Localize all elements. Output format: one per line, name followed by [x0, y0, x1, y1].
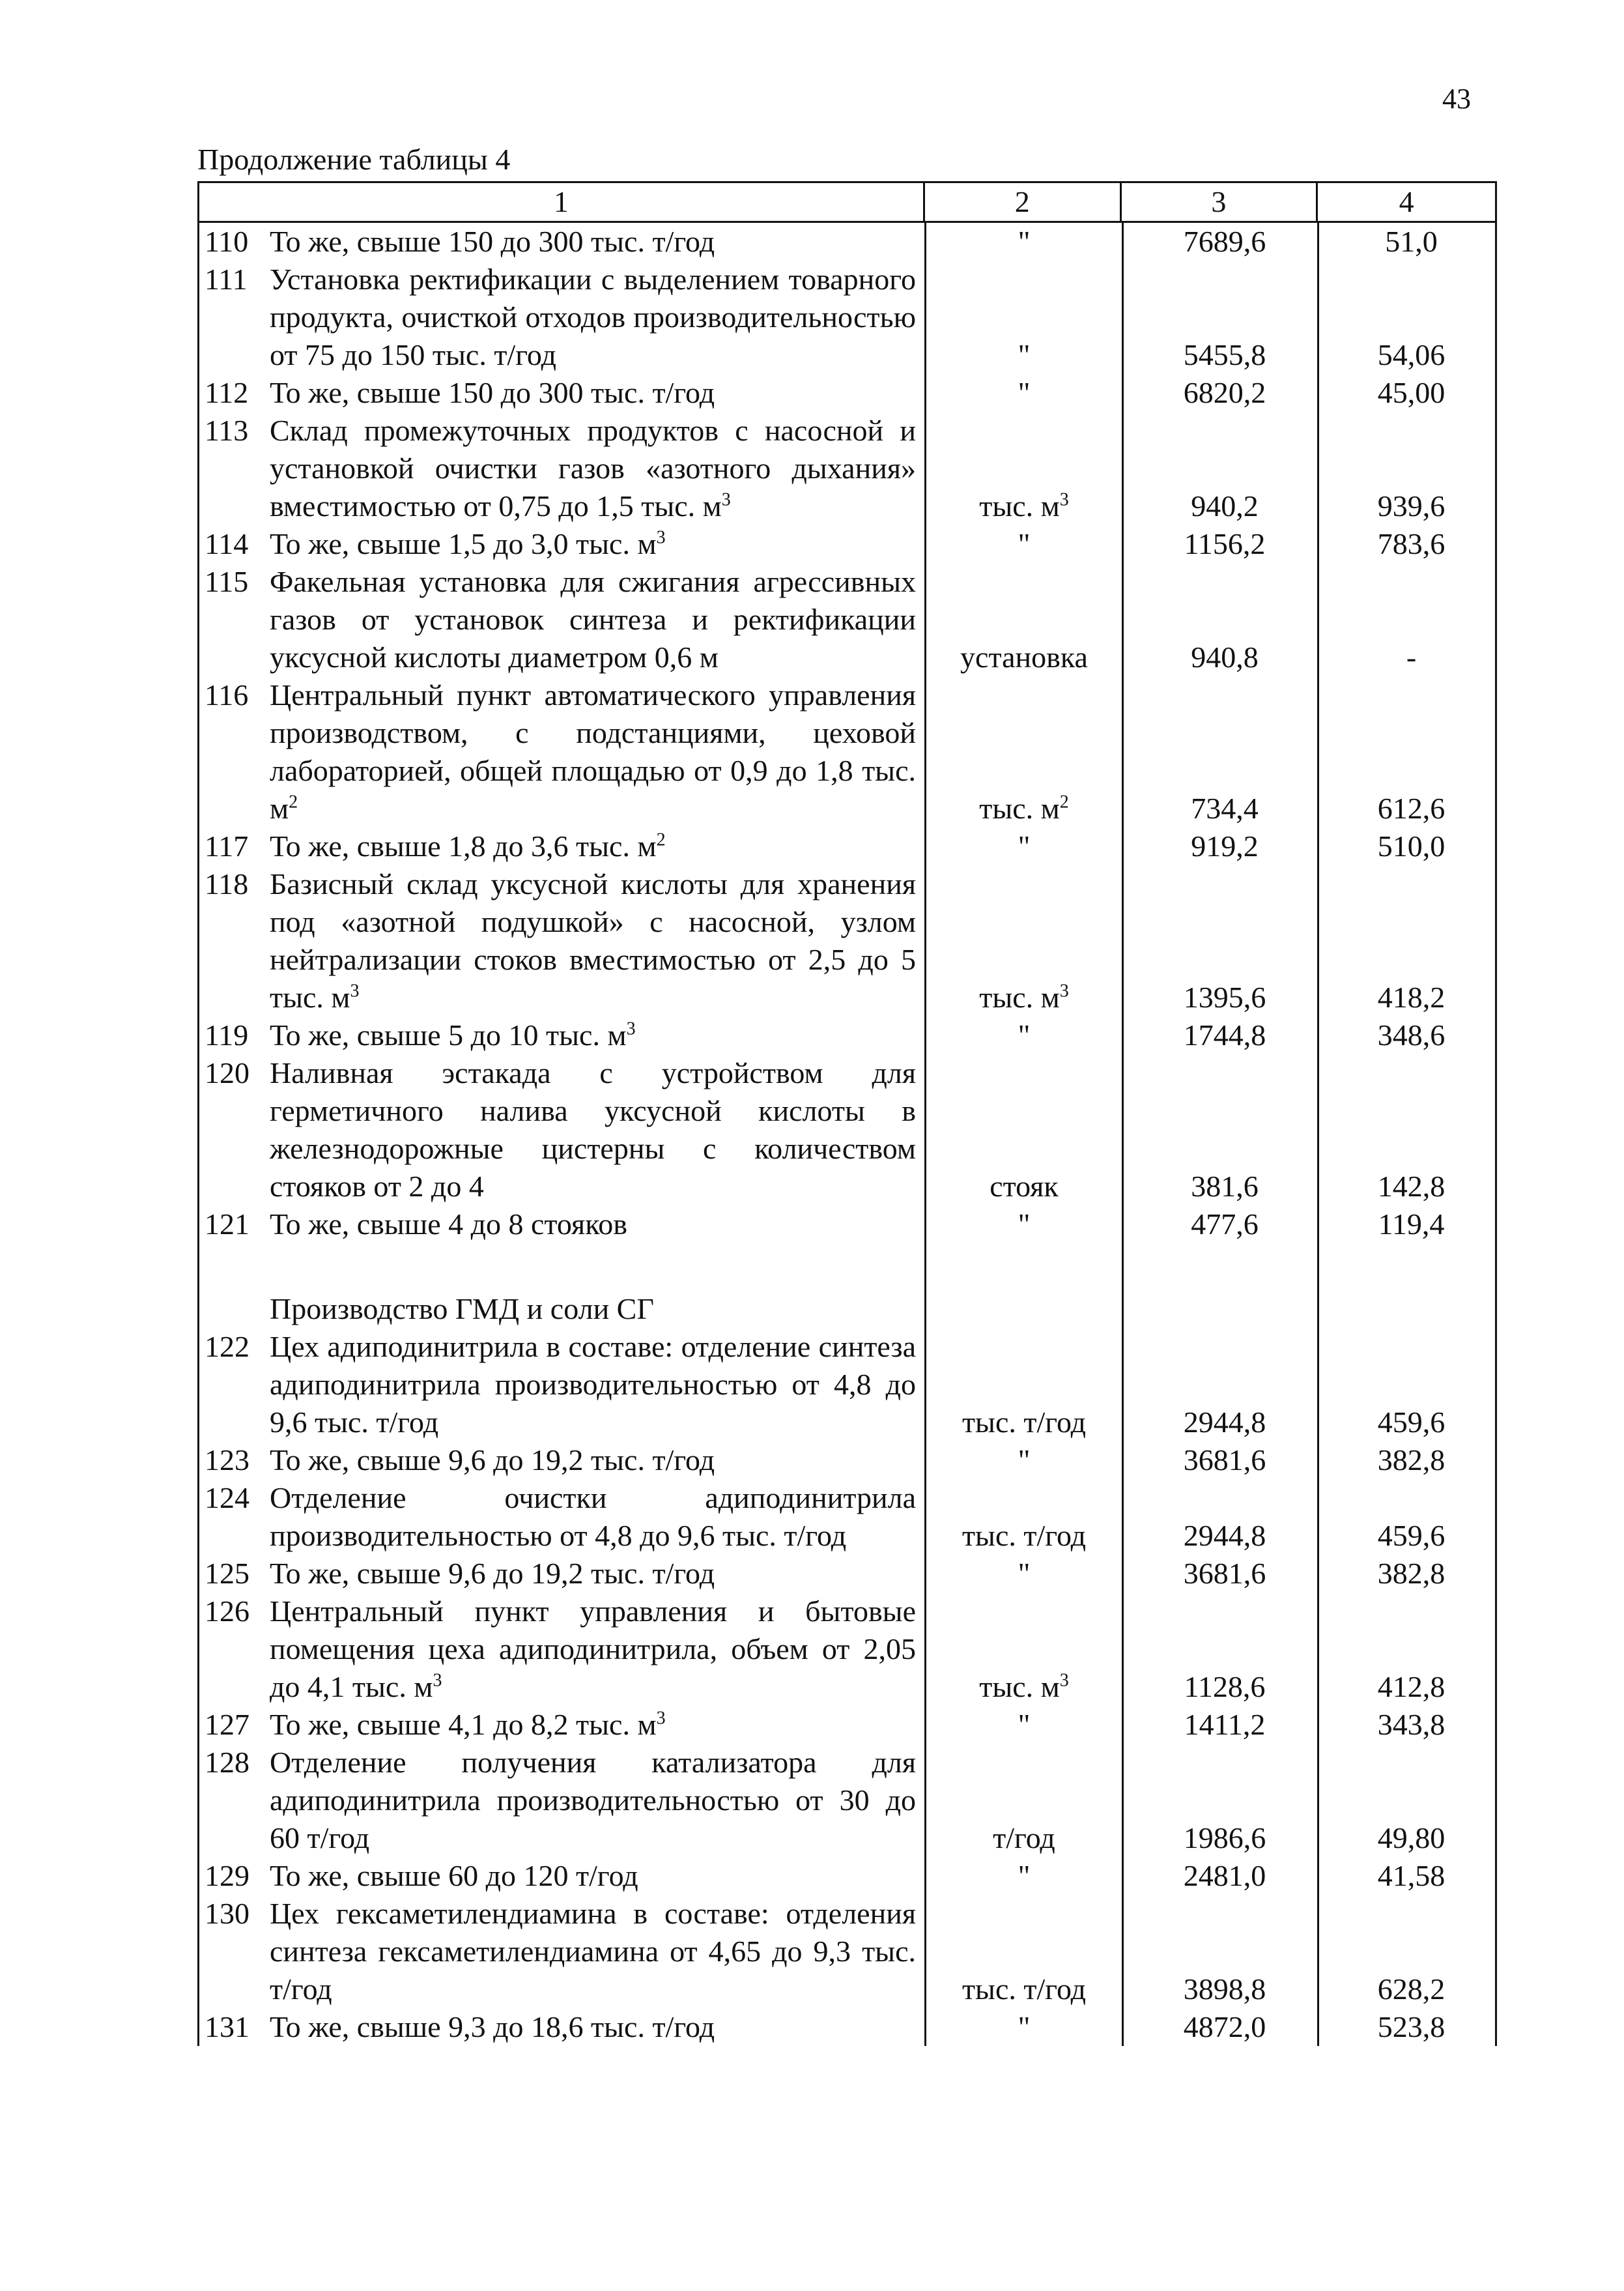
row-number: 114: [205, 527, 249, 560]
row-number: 126: [205, 1594, 249, 1628]
table-row: [199, 1592, 1495, 1706]
row-value-3: 1128,6: [1184, 1670, 1266, 1703]
row-number: 123: [205, 1443, 249, 1477]
table-caption: Продолжение таблицы 4: [197, 143, 511, 176]
row-value-4: 459,6: [1377, 1405, 1446, 1439]
row-value-3: 1156,2: [1184, 527, 1266, 560]
table-row: [199, 1479, 1495, 1555]
row-unit: ": [1018, 338, 1031, 371]
row-value-4: 612,6: [1377, 792, 1446, 825]
row-value-4: 49,80: [1377, 1821, 1446, 1854]
row-unit: тыс. $м^2$: [979, 792, 1069, 825]
row-value-4: 510,0: [1377, 829, 1446, 863]
table-row: [199, 865, 1495, 1016]
row-value-4: 939,6: [1377, 489, 1446, 523]
row-name: Отделение очистки адиподинитрила производительностью от 4,8 до 9,6 тыс. т/год: [270, 1481, 916, 1552]
row-number: 127: [205, 1708, 249, 1741]
table-row: [199, 1857, 1495, 1895]
row-name: Факельная установка для сжигания агрессивных газов от установок синтеза и ректификации уксусной кислоты диаметром 0,6 м: [270, 565, 916, 674]
row-name: То же, свыше 1,5 до 3,0 тыс. $м^3$: [270, 527, 666, 560]
row-number: 117: [205, 829, 249, 863]
row-name: Установка ректификации с выделением товарного продукта, очисткой отходов производительностью от 75 до 150 тыс. т/год: [270, 263, 916, 371]
table-row: [199, 1744, 1495, 1857]
row-name: То же, свыше 9,3 до 18,6 тыс. т/год: [270, 2010, 715, 2043]
row-value-3: 1395,6: [1183, 981, 1266, 1014]
row-value-3: 381,6: [1191, 1170, 1259, 1203]
row-value-4: 142,8: [1377, 1170, 1446, 1203]
row-number: 113: [205, 414, 249, 447]
row-number: 118: [205, 867, 249, 901]
table-row: [199, 374, 1495, 412]
column-divider: [924, 223, 926, 2046]
table-row: [199, 412, 1495, 525]
column-header-3: 3: [1120, 183, 1317, 221]
row-value-3: 477,6: [1191, 1207, 1259, 1241]
row-number: 129: [205, 1859, 249, 1892]
row-value-4: 628,2: [1377, 1972, 1446, 2006]
row-value-4: 348,6: [1377, 1018, 1446, 1052]
row-value-4: 412,8: [1377, 1670, 1446, 1703]
row-unit: ": [1018, 527, 1031, 560]
table-row: [199, 1441, 1495, 1479]
row-unit: тыс. т/год: [962, 1519, 1087, 1552]
row-name: Цех адиподинитрила в составе: отделение синтеза адиподинитрила производительностью от 4,8 до 9,6 тыс. т/год: [270, 1330, 916, 1439]
table-body: [199, 223, 1495, 2046]
row-unit: стояк: [990, 1170, 1059, 1203]
row-value-4: 523,8: [1377, 2010, 1446, 2043]
table-row: [199, 1243, 1495, 1290]
column-divider: [1317, 223, 1319, 2046]
column-header-4: 4: [1316, 183, 1495, 221]
row-number: 119: [205, 1018, 249, 1052]
row-number: 112: [205, 376, 249, 409]
row-name: То же, свыше 150 до 300 тыс. т/год: [270, 376, 715, 409]
row-number: 130: [205, 1897, 249, 1930]
table-row: [199, 525, 1495, 563]
row-unit: ": [1018, 376, 1031, 409]
row-value-4: 119,4: [1378, 1207, 1445, 1241]
row-value-4: 54,06: [1377, 338, 1446, 371]
row-name: То же, свыше 60 до 120 т/год: [270, 1859, 638, 1892]
row-value-3: 2944,8: [1183, 1519, 1266, 1552]
table-row: [199, 676, 1495, 828]
row-unit: ": [1018, 1443, 1031, 1477]
column-header-1: 1: [553, 185, 569, 218]
row-value-4: -: [1406, 641, 1417, 674]
table-row: [199, 1706, 1495, 1744]
row-value-4: 783,6: [1377, 527, 1446, 560]
row-name: Производство ГМД и соли СГ: [270, 1292, 654, 1325]
row-value-3: 3681,6: [1183, 1443, 1266, 1477]
row-value-4: 41,58: [1377, 1859, 1446, 1892]
row-name: Отделение получения катализатора для адиподинитрила производительностью от 30 до 60 т/год: [270, 1746, 916, 1854]
row-number: 124: [205, 1481, 249, 1514]
row-value-3: 1986,6: [1183, 1821, 1266, 1854]
row-number: 128: [205, 1746, 249, 1779]
row-unit: ": [1018, 1207, 1031, 1241]
row-value-3: 7689,6: [1183, 225, 1266, 258]
row-value-3: 4872,0: [1183, 2010, 1266, 2043]
row-value-3: 3681,6: [1183, 1557, 1266, 1590]
row-value-3: 734,4: [1191, 792, 1259, 825]
row-value-4: 382,8: [1377, 1443, 1446, 1477]
row-number: 116: [205, 678, 249, 712]
row-name: То же, свыше 5 до 10 тыс. $м^3$: [270, 1018, 636, 1052]
row-unit: ": [1018, 1018, 1031, 1052]
row-value-3: 940,8: [1191, 641, 1259, 674]
row-number: 125: [205, 1557, 249, 1590]
row-unit: тыс. $м^3$: [979, 981, 1069, 1014]
row-name: То же, свыше 4 до 8 стояков: [270, 1207, 627, 1241]
row-value-3: 6820,2: [1183, 376, 1266, 409]
row-number: 111: [205, 263, 248, 296]
row-value-4: 51,0: [1385, 225, 1438, 258]
row-number: 115: [205, 565, 249, 598]
column-divider: [1122, 223, 1124, 2046]
row-unit: ": [1018, 829, 1031, 863]
row-number: 120: [205, 1056, 249, 1089]
table-row: [199, 563, 1495, 676]
row-unit: ": [1018, 225, 1031, 258]
row-value-4: 459,6: [1377, 1519, 1446, 1552]
row-value-3: 2944,8: [1183, 1405, 1266, 1439]
row-value-4: 45,00: [1377, 376, 1446, 409]
row-unit: тыс. т/год: [962, 1405, 1087, 1439]
row-value-3: 1411,2: [1184, 1708, 1266, 1741]
table-row: [199, 2008, 1495, 2046]
table-row: [199, 828, 1495, 865]
row-value-4: 418,2: [1377, 981, 1446, 1014]
row-number: 110: [205, 225, 249, 258]
row-value-3: 1744,8: [1183, 1018, 1266, 1052]
row-unit: ": [1018, 1557, 1031, 1590]
row-value-4: 343,8: [1377, 1708, 1446, 1741]
row-name: Базисный склад уксусной кислоты для хранения под «азотной подушкой» с насосной, узлом нейтрализации стоков вместимостью от 2,5 до 5 тыс. $м^3$: [270, 867, 916, 1014]
table-row: [199, 261, 1495, 374]
page-number: 43: [1442, 83, 1471, 115]
row-unit: тыс. $м^3$: [979, 1670, 1069, 1703]
row-unit: установка: [960, 641, 1088, 674]
table-row: [199, 1328, 1495, 1441]
row-value-3: 919,2: [1191, 829, 1259, 863]
row-number: 122: [205, 1330, 249, 1363]
row-unit: ": [1018, 2010, 1031, 2043]
row-name: То же, свыше 9,6 до 19,2 тыс. т/год: [270, 1443, 715, 1477]
row-name: Наливная эстакада с устройством для герметичного налива уксусной кислоты в железнодорожные цистерны с количеством стояков от 2 до 4: [270, 1056, 916, 1203]
row-number: 131: [205, 2010, 249, 2043]
row-value-3: 940,2: [1191, 489, 1259, 523]
table-row: [199, 1555, 1495, 1592]
column-header-2: 2: [923, 183, 1120, 221]
table-row: [199, 1016, 1495, 1054]
row-name: Цех гексаметилендиамина в составе: отделения синтеза гексаметилендиамина от 4,65 до 9,3 тыс. т/год: [270, 1897, 916, 2006]
row-unit: ": [1018, 1708, 1031, 1741]
table-header: [199, 181, 1495, 223]
row-unit: т/год: [993, 1821, 1055, 1854]
row-unit: тыс. т/год: [962, 1972, 1087, 2006]
row-unit: тыс. $м^3$: [979, 489, 1069, 523]
row-name: То же, свыше 1,8 до 3,6 тыс. $м^2$: [270, 829, 666, 863]
row-name: Центральный пункт управления и бытовые помещения цеха адиподинитрила, объем от 2,05 до 4,1 тыс. $м^3$: [270, 1594, 916, 1703]
row-name: То же, свыше 9,6 до 19,2 тыс. т/год: [270, 1557, 715, 1590]
row-value-3: 5455,8: [1183, 338, 1266, 371]
table-row: [199, 1895, 1495, 2008]
table-row: [199, 1205, 1495, 1243]
row-name: Склад промежуточных продуктов с насосной и установкой очистки газов «азотного дыхания» вместимостью от 0,75 до 1,5 тыс. $м^3$: [270, 414, 916, 523]
row-value-3: 3898,8: [1183, 1972, 1266, 2006]
row-name: То же, свыше 4,1 до 8,2 тыс. $м^3$: [270, 1708, 666, 1741]
row-value-4: 382,8: [1377, 1557, 1446, 1590]
table-row: [199, 1290, 1495, 1328]
row-name: Центральный пункт автоматического управления производством, с подстанциями, цеховой лабораторией, общей площадью от 0,9 до 1,8 тыс. $м^2$: [270, 678, 916, 825]
row-value-3: 2481,0: [1183, 1859, 1266, 1892]
row-unit: ": [1018, 1859, 1031, 1892]
table-row: [199, 223, 1495, 261]
row-number: 121: [205, 1207, 249, 1241]
table-row: [199, 1054, 1495, 1205]
table: [197, 181, 1497, 2046]
row-name: То же, свыше 150 до 300 тыс. т/год: [270, 225, 715, 258]
